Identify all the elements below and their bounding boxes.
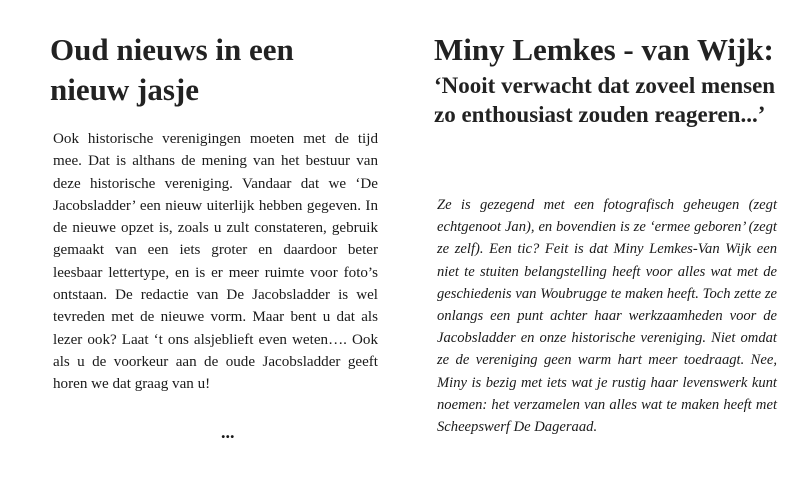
- article-separator: ...: [221, 422, 235, 442]
- left-article-title: Oud nieuws in een nieuw jasje: [50, 32, 294, 107]
- left-article-body: Ook historische verenigingen moeten met de tijd mee. Dat is althans de mening van het bestuur van deze historische vereniging. Vandaar dat we ‘De Jacobsladder’ een nieuw uiterlijk hebben gegeven. In de nieuwe opzet is, zoals u zult constateren, gebruik gemaakt van een iets groter en daardoor beter leesbaar lettertype, en is er meer ruimte voor foto’s ontstaan. De redactie van De Jacobsladder is wel tevreden met de nieuwe vorm. Maar bent u dat als lezer ook? Laat ‘t ons alsjeblieft even weten…. Ook als u de voorkeur aan de oude Jacobsladder geeft horen we dat graag van u!: [53, 131, 378, 393]
- right-article-intro: Ze is gezegend met een fotografisch geheugen (zegt echtgenoot Jan), en bovendien is ze ‘ermee geboren’ (zegt ze zelf). Een tic? Feit is dat Miny Lemkes-Van Wijk een niet te stuiten belangstelling heeft voor alles wat met de geschiedenis van Woubrugge te maken heeft. Toch zette ze onlangs een punt achter haar werkzaamheden voor de Jacobsladder en onze historische vereniging. Niet omdat ze de vereniging geen warm hart meer toedraagt. Nee, Miny is bezig met iets wat je rustig haar levenswerk kunt noemen: het verzamelen van alles wat te maken heeft met Scheepswerf De Dageraad.: [437, 197, 777, 436]
- right-article-title: Miny Lemkes - van Wijk:: [434, 32, 774, 67]
- right-article-subtitle: ‘Nooit verwacht dat zoveel mensen zo enthousiast zouden reageren...’: [434, 73, 776, 127]
